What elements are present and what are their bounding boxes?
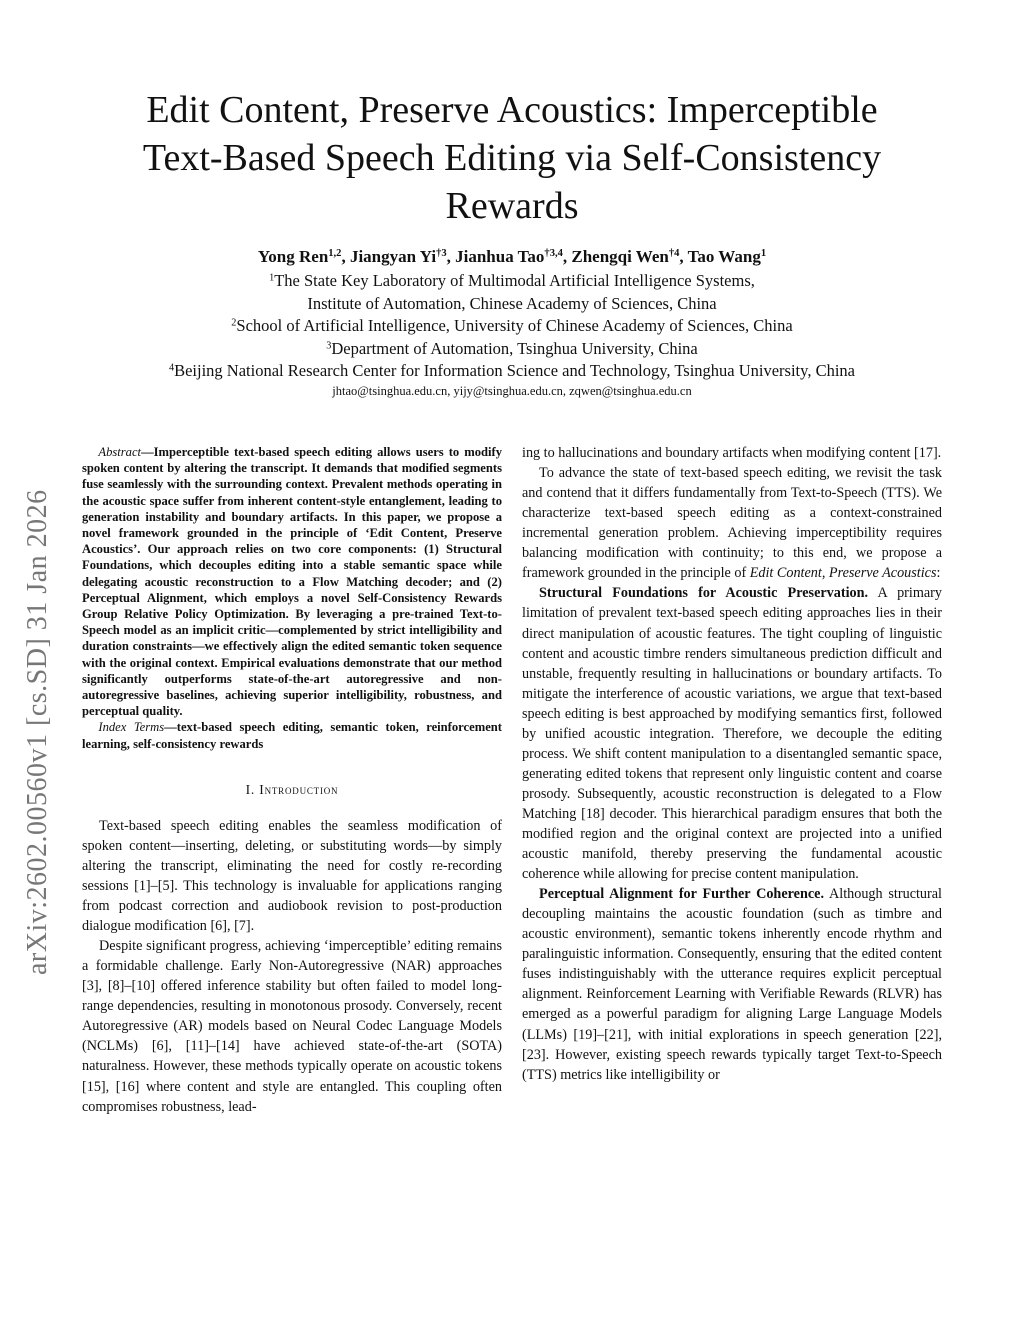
author-emails: jhtao@tsinghua.edu.cn, yijy@tsinghua.edu.cn, zqwen@tsinghua.edu.cn [332, 384, 692, 398]
affiliation-1-continued: Institute of Automation, Chinese Academy of Sciences, China [307, 293, 717, 313]
author-name: Tao Wang [687, 247, 761, 266]
paragraph-text: : [936, 565, 941, 582]
left-column [82, 444, 502, 1117]
author-list: Yong Ren$^{1,2}$, Jiangyan Yi$^{\dagger 3}$, Jianhua Tao$^{\dagger 3,4}$, Zhengqi Wen$^{\dagger 4}$, Tao Wang$^1$ [257, 247, 767, 266]
title-line-3: Rewards [445, 185, 579, 227]
affiliation-superscript: 1 [269, 272, 275, 284]
intro-paragraph-2: Despite significant progress, achieving ‘imperceptible’ editing remains a formidable challenge. Early Non-Autoregressive (NAR) approaches [3], [8]–[10] offered inference stability but often failed to model long-range dependencies, resulting in monotonous prosody. Conversely, recent Autoregressive (AR) models based on Neural Codec Language Models (NCLMs) [6], [11]–[14] have achieved state-of-the-art (SOTA) naturalness. However, these methods typically operate on acoustic tokens [15], [16] where content and style are entangled. This coupling often compromises robustness, lead- [82, 938, 502, 1115]
structural-foundations-paragraph [522, 583, 942, 884]
author-superscript: 1,2 [328, 248, 342, 260]
section-heading-introduction: I. Introduction [245, 781, 339, 797]
affiliation-1 [80, 270, 944, 293]
index-terms [82, 719, 502, 751]
affiliation-superscript: 4 [168, 362, 175, 374]
runin-heading: Structural Foundations for Acoustic Preservation. [539, 585, 869, 602]
runin-heading: Perceptual Alignment for Further Coherence. [539, 886, 824, 903]
author-superscript: †4 [668, 248, 680, 260]
author-superscript: †3,4 [544, 248, 563, 260]
index-terms-text: —text-based speech editing, semantic token, reinforcement learning, self-consistency rewards [82, 720, 502, 751]
affiliations [80, 270, 944, 383]
affiliation-3 [80, 338, 944, 361]
affiliation-text: Beijing National Research Center for Information Science and Technology, Tsinghua University, China [174, 361, 855, 380]
intro-paragraph-3 [522, 463, 942, 583]
author-superscript: †3 [436, 248, 447, 260]
abstract [82, 444, 502, 719]
abstract-text: —Imperceptible text-based speech editing allows users to modify spoken content by altering the transcript. It demands that modified segments fuse seamlessly with the surrounding context. Prevalent methods operating in the acoustic space suffer from inherent content-style entanglement, leading to generation instability and boundary artifacts. In this paper, we propose a novel framework grounded in the principle of ‘Edit Content, Preserve Acoustics’. Our approach relies on two core components: (1) Structural Foundations, which decouples editing into a stable semantic space while delegating acoustic reconstruction to a Flow Matching decoder; and (2) Perceptual Alignment, which employs a novel Self-Consistency Rewards Group Relative Policy Optimization. By leveraging a pre-trained Text-to-Speech model as an implicit critic—complemented by strict intelligibility and duration constraints—we effectively align the edited semantic token sequence with the original context. Empirical evaluations demonstrate that our method significantly outperforms state-of-the-art autoregressive and non-autoregressive baselines, achieving superior intelligibility, robustness, and perceptual quality. [82, 445, 502, 719]
affiliation-text: Department of Automation, Tsinghua University, China [331, 338, 698, 358]
author-superscript: 1 [760, 248, 767, 260]
author-name: Zhengqi Wen [571, 247, 669, 266]
title-line-1: Edit Content, Preserve Acoustics: Imperceptible [146, 89, 878, 131]
affiliation-text: The State Key Laboratory of Multimodal Artificial Intelligence Systems, [274, 271, 755, 290]
author-name: Jiangyan Yi [349, 247, 437, 266]
index-terms-label: Index Terms [98, 720, 165, 735]
affiliation-superscript: 2 [231, 317, 237, 329]
abstract-label: Abstract [98, 445, 142, 459]
title-line-2: Text-Based Speech Editing via Self-Consistency [142, 137, 882, 179]
paper-title [100, 86, 924, 230]
affiliation-superscript: 3 [326, 339, 332, 351]
author-name: Jianhua Tao [455, 247, 545, 266]
affiliation-4 [80, 360, 944, 383]
paragraph-text: Although structural decoupling maintains the acoustic foundation (such as timbre and acoustic environment), semantic tokens inherently encode rhythm and paralinguistic information. Consequently, ensuring that the edited content fuses indistinguishably with the utterance requires explicit perceptual alignment. Reinforcement Learning with Verifiable Rewards (RLVR) has emerged as a powerful paradigm for aligning Large Language Models (LLMs) [19]–[21], with initial explorations in speech generation [22], [23]. However, existing speech rewards typically target Text-to-Speech (TTS) metrics like intelligibility or [522, 886, 942, 1083]
intro-paragraph-continued: ing to hallucinations and boundary artifacts when modifying content [17]. [522, 445, 942, 461]
right-column [522, 443, 942, 1085]
affiliation-2 [80, 315, 944, 338]
perceptual-alignment-paragraph [522, 884, 942, 1084]
affiliation-text: School of Artificial Intelligence, University of Chinese Academy of Sciences, China [236, 316, 793, 335]
author-name: Yong Ren [257, 247, 329, 266]
arxiv-identifier: arXiv:2602.00560v1 [cs.SD] 31 Jan 2026 [22, 489, 53, 975]
intro-paragraph-1: Text-based speech editing enables the seamless modification of spoken content—inserting, deleting, or substituting words—by simply altering the transcript, eliminating the need for costly re-recording sessions [1]–[5]. This technology is invaluable for applications ranging from podcast correction and audiobook revision to post-production dialogue modification [6], [7]. [82, 817, 502, 935]
paragraph-text: A primary limitation of prevalent text-based speech editing approaches lies in their direct manipulation of acoustic features. The tight coupling of linguistic content and acoustic timbre renders simultaneous prediction difficult and unstable, frequently resulting in hallucinations or boundary artifacts. To mitigate the interference of acoustic variations, we argue that text-based speech editing is best approached by modifying semantics first, followed by unified acoustic integration. Therefore, we decouple the editing process. We shift content manipulation to a disentangled semantic space, generating edited tokens that represent only linguistic content and coarse prosody. Subsequently, acoustic reconstruction is delegated to a Flow Matching [18] decoder. This hierarchical paradigm ensures that both the modified region and the original context are projected into a unified acoustic manifold, thereby preserving the fundamental acoustic coherence while allowing for precise content manipulation. [522, 585, 942, 883]
paragraph-text: To advance the state of text-based speech editing, we revisit the task and contend that it differs fundamentally from Text-to-Speech (TTS). We characterize text-based speech editing as a context-constrained incremental generation problem. Achieving imperceptibility requires balancing modification with continuity; to this end, we propose a framework grounded in the principle of [522, 465, 942, 582]
principle-emphasis: Edit Content, Preserve Acoustics [749, 565, 937, 582]
